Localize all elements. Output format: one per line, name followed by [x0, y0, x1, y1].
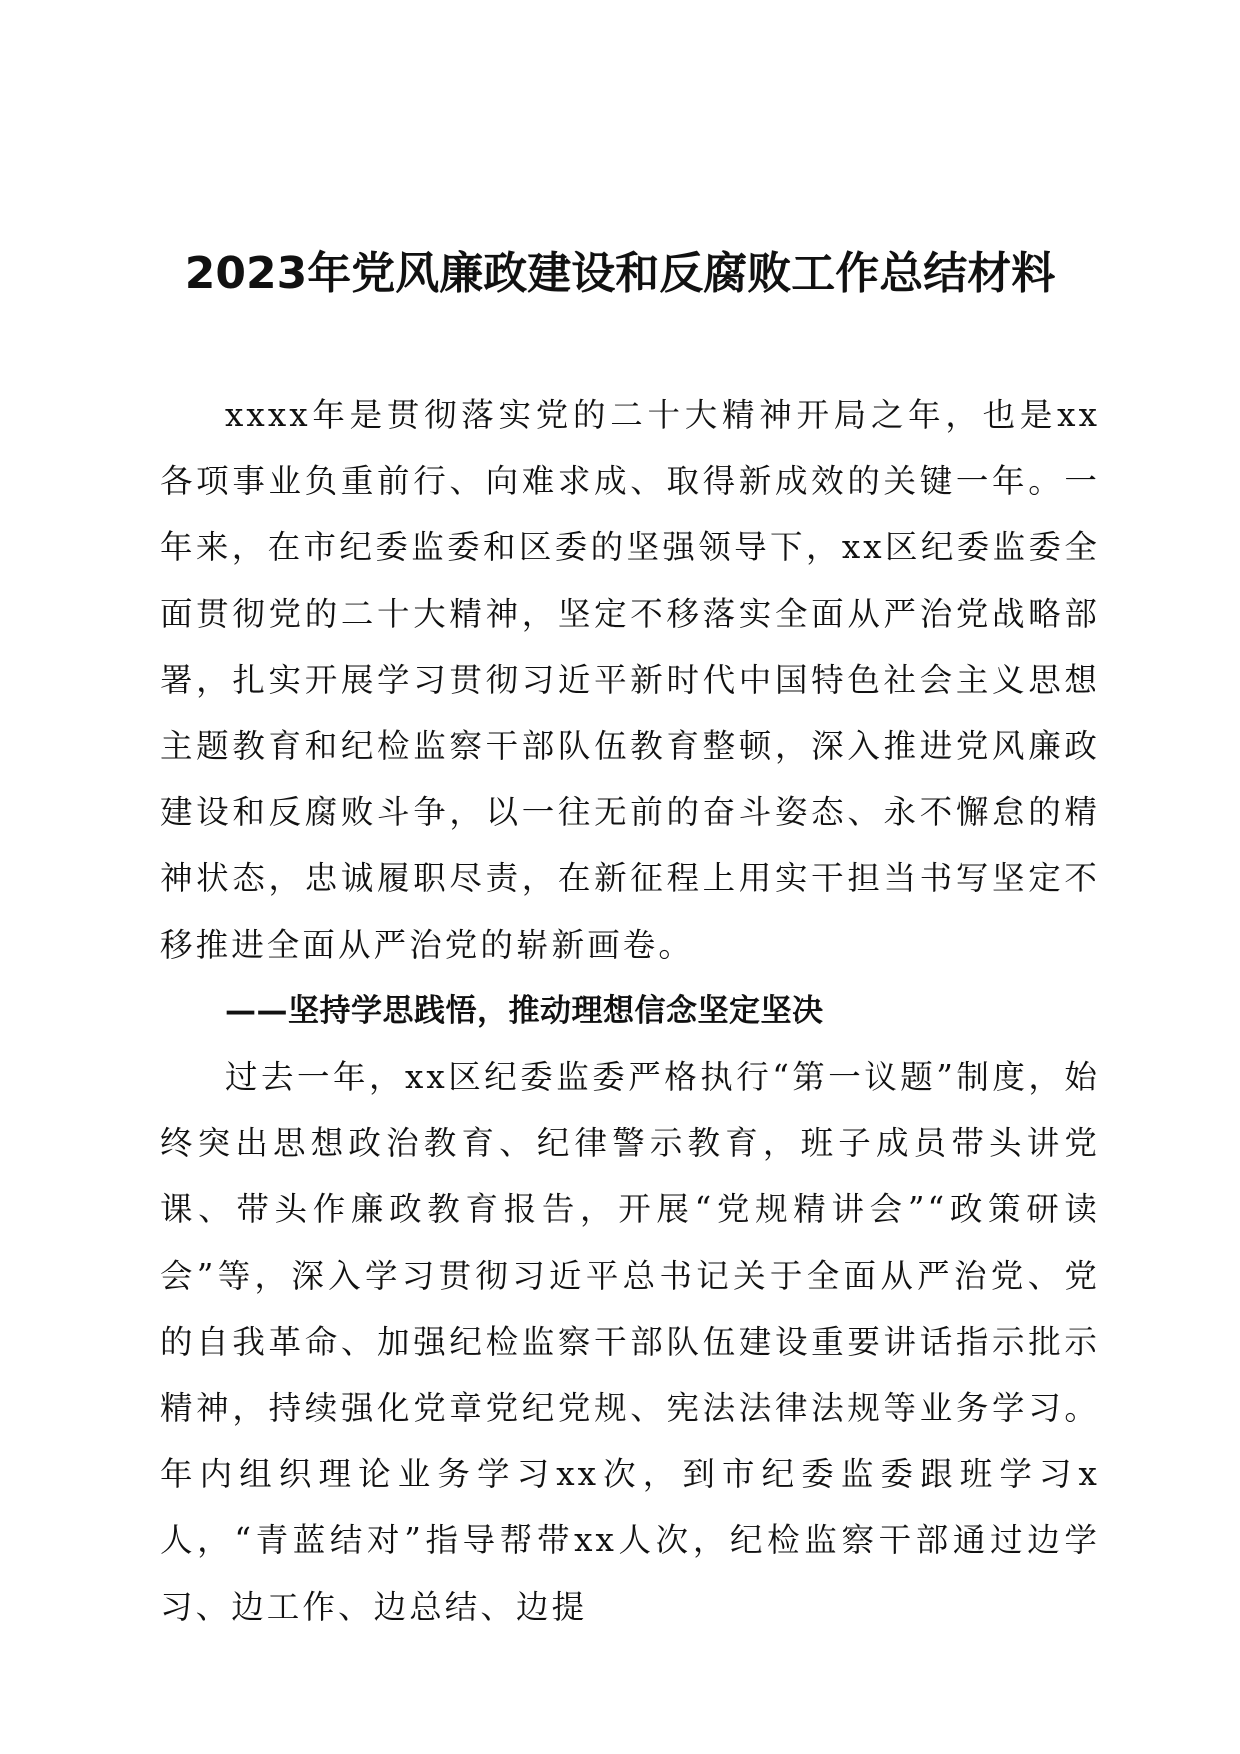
intro-paragraph: xxxx年是贯彻落实党的二十大精神开局之年，也是xx各项事业负重前行、向难求成、取得新成效的关键一年。一年来，在市纪委监委和区委的坚强领导下，xx区纪委监委全面贯彻党的二十大精神，坚定不移落实全面从严治党战略部署，扎实开展学习贯彻习近平新时代中国特色社会主义思想主题教育和纪检监察干部队伍教育整顿，深入推进党风廉政建设和反腐败斗争，以一往无前的奋斗姿态、永不懈怠的精神状态，忠诚履职尽责，在新征程上用实干担当书写坚定不移推进全面从严治党的崭新画卷。 — [160, 396, 1100, 964]
section-paragraph: 过去一年，xx区纪委监委严格执行“第一议题”制度，始终突出思想政治教育、纪律警示教育，班子成员带头讲党课、带头作廉政教育报告，开展“党规精讲会”“政策研读会”等，深入学习贯彻习近平总书记关于全面从严治党、党的自我革命、加强纪检监察干部队伍建设重要讲话指示批示精神，持续强化党章党纪党规、宪法法律法规等业务学习。年内组织理论业务学习xx次，到市纪委监委跟班学习x人，“青蓝结对”指导帮带xx人次，纪检监察干部通过边学习、边工作、边总结、边提 — [160, 1058, 1100, 1626]
section-heading: ——坚持学思践悟，推动理想信念坚定坚决 — [225, 992, 824, 1029]
document-body — [160, 382, 1100, 1640]
document-title: 2023年党风廉政建设和反腐败工作总结材料 — [184, 248, 1056, 299]
